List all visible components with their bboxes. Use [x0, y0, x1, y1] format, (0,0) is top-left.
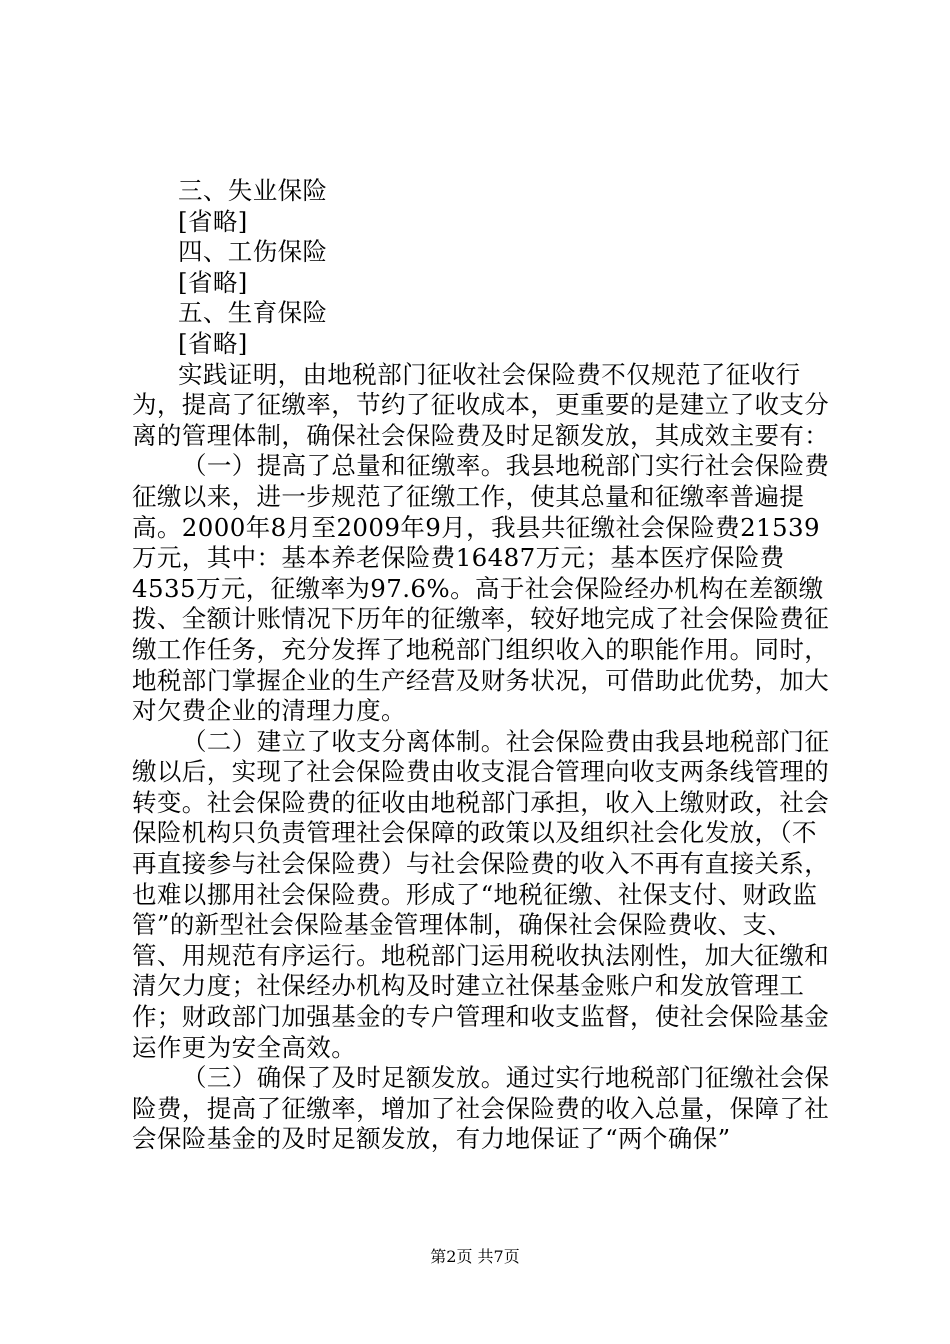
page-footer: 第2页 共7页 [430, 1247, 520, 1266]
intro-paragraph: 实践证明，由地税部门征收社会保险费不仅规范了征收行为，提高了征缴率，节约了征收成本，更重要的是建立了收支分离的管理体制，确保社会保险费及时足额发放，其成效主要有： [132, 359, 830, 450]
heading-unemployment-insurance: 三、失业保险 [178, 176, 328, 205]
omitted-note: [省略] [178, 328, 248, 358]
omitted-note: [省略] [178, 206, 248, 236]
paragraph-separation-system: （二）建立了收支分离体制。社会保险费由我县地税部门征缴以后，实现了社会保险费由收支混合管理向收支两条线管理的转变。社会保险费的征收由地税部门承担，收入上缴财政，社会保险机构只负责管理社会保障的政策以及组织社会化发放，（不再直接参与社会保险费）与社会保险费的收入不再有直接关系，也难以挪用社会保险费。形成了“地税征缴、社保支付、财政监管”的新型社会保险基金管理体制，确保社会保险费收、支、管、用规范有序运行。地税部门运用税收执法刚性，加大征缴和清欠力度；社保经办机构及时建立社保基金账户和发放管理工作；财政部门加强基金的专户管理和收支监督，使社会保险基金运作更为安全高效。 [132, 726, 830, 1062]
heading-work-injury-insurance: 四、工伤保险 [178, 237, 328, 267]
paragraph-total-and-rate: （一）提高了总量和征缴率。我县地税部门实行社会保险费征缴以来，进一步规范了征缴工作，使其总量和征缴率普遍提高。2000年8月至2009年9月，我县共征缴社会保险费21539万元，其中：基本养老保险费16487万元；基本医疗保险费4535万元，征缴率为97.6%。高于社会保险经办机构在差额缴拨、全额计账情况下历年的征缴率，较好地完成了社会保险费征缴工作任务，充分发挥了地税部门组织收入的职能作用。同时，地税部门掌握企业的生产经营及财务状况，可借助此优势，加大对欠费企业的清理力度。 [132, 451, 830, 726]
document-body [132, 176, 832, 1155]
omitted-note: [省略] [178, 267, 248, 297]
heading-maternity-insurance: 五、生育保险 [178, 298, 328, 328]
paragraph-timely-payment: （三）确保了及时足额发放。通过实行地税部门征缴社会保险费，提高了征缴率，增加了社会保险费的收入总量，保障了社会保险基金的及时足额发放，有力地保证了“两个确保” [132, 1063, 830, 1154]
